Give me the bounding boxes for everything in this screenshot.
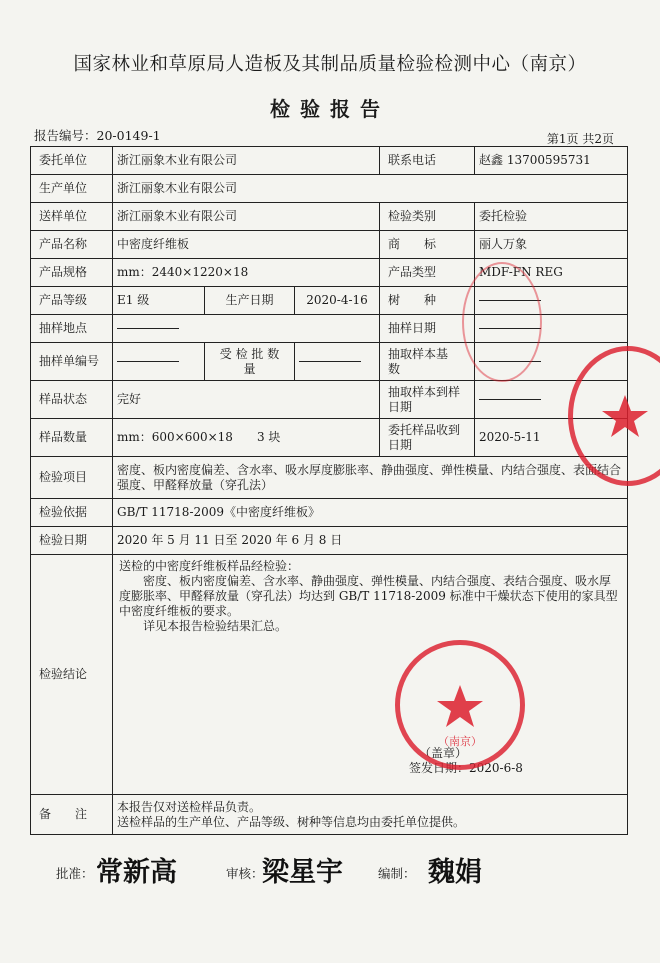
remark-line-1: 本报告仅对送检样品负责。 xyxy=(117,799,262,814)
batch-value xyxy=(295,343,380,381)
sender-label: 送样单位 xyxy=(31,203,113,231)
seal-note: （盖章） xyxy=(419,746,468,760)
conclusion-line-2: 密度、板内密度偏差、含水率、静曲强度、弹性模量、内结合强度、表结合强度、吸水厚度膨胀率、甲醛释放量（穿孔法）均达到 GB/T 11718-2009 标准中干燥状态下使用的家具型中密度纤维板的要求。 xyxy=(119,574,618,618)
row-date xyxy=(31,527,628,555)
recv-value: 2020-5-11 xyxy=(475,419,628,457)
spec-value: mm：2440×1220×18 xyxy=(113,259,380,287)
name-value: 中密度纤维板 xyxy=(113,231,380,259)
items-label: 检验项目 xyxy=(31,457,113,499)
items-value: 密度、板内密度偏差、含水率、吸水厚度膨胀率、静曲强度、弹性模量、内结合强度、表面结合强度、甲醛释放量（穿孔法） xyxy=(113,457,628,499)
edit-signature: 魏娟 xyxy=(428,857,482,888)
grade-label: 产品等级 xyxy=(31,287,113,315)
client-label: 委托单位 xyxy=(31,147,113,175)
ptype-value: MDF-FN REG xyxy=(475,259,628,287)
date-label: 检验日期 xyxy=(31,527,113,555)
approve-label: 批准： xyxy=(56,866,94,881)
row-client xyxy=(31,147,628,175)
sample-date-dash xyxy=(479,399,541,400)
conclusion-value xyxy=(113,555,628,795)
row-state xyxy=(31,381,628,419)
issuing-organization: 国家林业和草原局人造板及其制品质量检验检测中心（南京） xyxy=(73,54,587,75)
page-info: 第1页 共2页 xyxy=(546,132,614,146)
review-label: 审核： xyxy=(226,866,264,881)
issue-date: 签发日期：2020-6-8 xyxy=(409,761,523,775)
row-name xyxy=(31,231,628,259)
maker-value: 浙江丽象木业有限公司 xyxy=(113,175,628,203)
qty-value: mm：600×600×18 3 块 xyxy=(113,419,380,457)
sample-no-dash xyxy=(117,361,179,362)
qty-label: 样品数量 xyxy=(31,419,113,457)
date-value: 2020 年 5 月 11 日至 2020 年 6 月 8 日 xyxy=(113,527,628,555)
conclusion-line-1: 送检的中密度纤维板样品经检验： xyxy=(119,559,300,573)
row-maker xyxy=(31,175,628,203)
phone-label: 联系电话 xyxy=(380,147,475,175)
row-qty xyxy=(31,419,628,457)
row-remark xyxy=(31,795,628,835)
sender-value: 浙江丽象木业有限公司 xyxy=(113,203,380,231)
edge-seal-star-icon xyxy=(573,351,660,481)
grade-value: E1 级 xyxy=(113,287,205,315)
state-label: 样品状态 xyxy=(31,381,113,419)
sampler-label: 抽样日期 xyxy=(380,315,475,343)
name-label: 产品名称 xyxy=(31,231,113,259)
row-conclusion xyxy=(31,555,628,795)
edit-label: 编制： xyxy=(378,866,416,881)
place-value xyxy=(113,315,380,343)
sample-no-label: 抽样单编号 xyxy=(31,343,113,381)
approve-signature: 常新高 xyxy=(96,857,177,888)
report-number: 报告编号：20-0149-1 xyxy=(34,128,161,143)
batch-dash xyxy=(299,361,361,362)
base-label: 抽取样本基 数 xyxy=(380,343,475,381)
type-value: 委托检验 xyxy=(475,203,628,231)
remark-label: 备 注 xyxy=(31,795,113,835)
conclusion-line-3: 详见本报告检验结果汇总。 xyxy=(143,619,288,633)
conclusion-label: 检验结论 xyxy=(31,555,113,795)
remark-value xyxy=(113,795,628,835)
sample-no-value xyxy=(113,343,205,381)
place-dash xyxy=(117,328,179,329)
main-seal-city: （南京） xyxy=(438,735,482,748)
sample-date-label: 抽取样本到样日期 xyxy=(380,381,475,419)
species-label: 树 种 xyxy=(380,287,475,315)
place-label: 抽样地点 xyxy=(31,315,113,343)
row-spec xyxy=(31,259,628,287)
brand-value: 丽人万象 xyxy=(475,231,628,259)
basis-value: GB/T 11718-2009《中密度纤维板》 xyxy=(113,499,628,527)
row-items xyxy=(31,457,628,499)
row-sender xyxy=(31,203,628,231)
type-label: 检验类别 xyxy=(380,203,475,231)
client-value: 浙江丽象木业有限公司 xyxy=(113,147,380,175)
state-value: 完好 xyxy=(113,381,380,419)
spec-label: 产品规格 xyxy=(31,259,113,287)
batch-label: 受 检 批 数 量 xyxy=(205,343,295,381)
recv-label: 委托样品收到日期 xyxy=(380,419,475,457)
brand-label: 商 标 xyxy=(380,231,475,259)
maker-label: 生产单位 xyxy=(31,175,113,203)
pdate-value: 2020-4-16 xyxy=(295,287,380,315)
pdate-label: 生产日期 xyxy=(205,287,295,315)
review-signature: 梁星宇 xyxy=(262,857,343,888)
edge-seal xyxy=(568,346,660,486)
report-title: 检验报告 xyxy=(270,97,390,121)
remark-line-2: 送检样品的生产单位、产品等级、树种等信息均由委托单位提供。 xyxy=(117,814,466,829)
phone-value: 赵鑫 13700595731 xyxy=(475,147,628,175)
report-table xyxy=(30,146,628,835)
faint-seal xyxy=(462,262,542,382)
basis-label: 检验依据 xyxy=(31,499,113,527)
row-basis xyxy=(31,499,628,527)
main-seal xyxy=(395,640,525,770)
ptype-label: 产品类型 xyxy=(380,259,475,287)
